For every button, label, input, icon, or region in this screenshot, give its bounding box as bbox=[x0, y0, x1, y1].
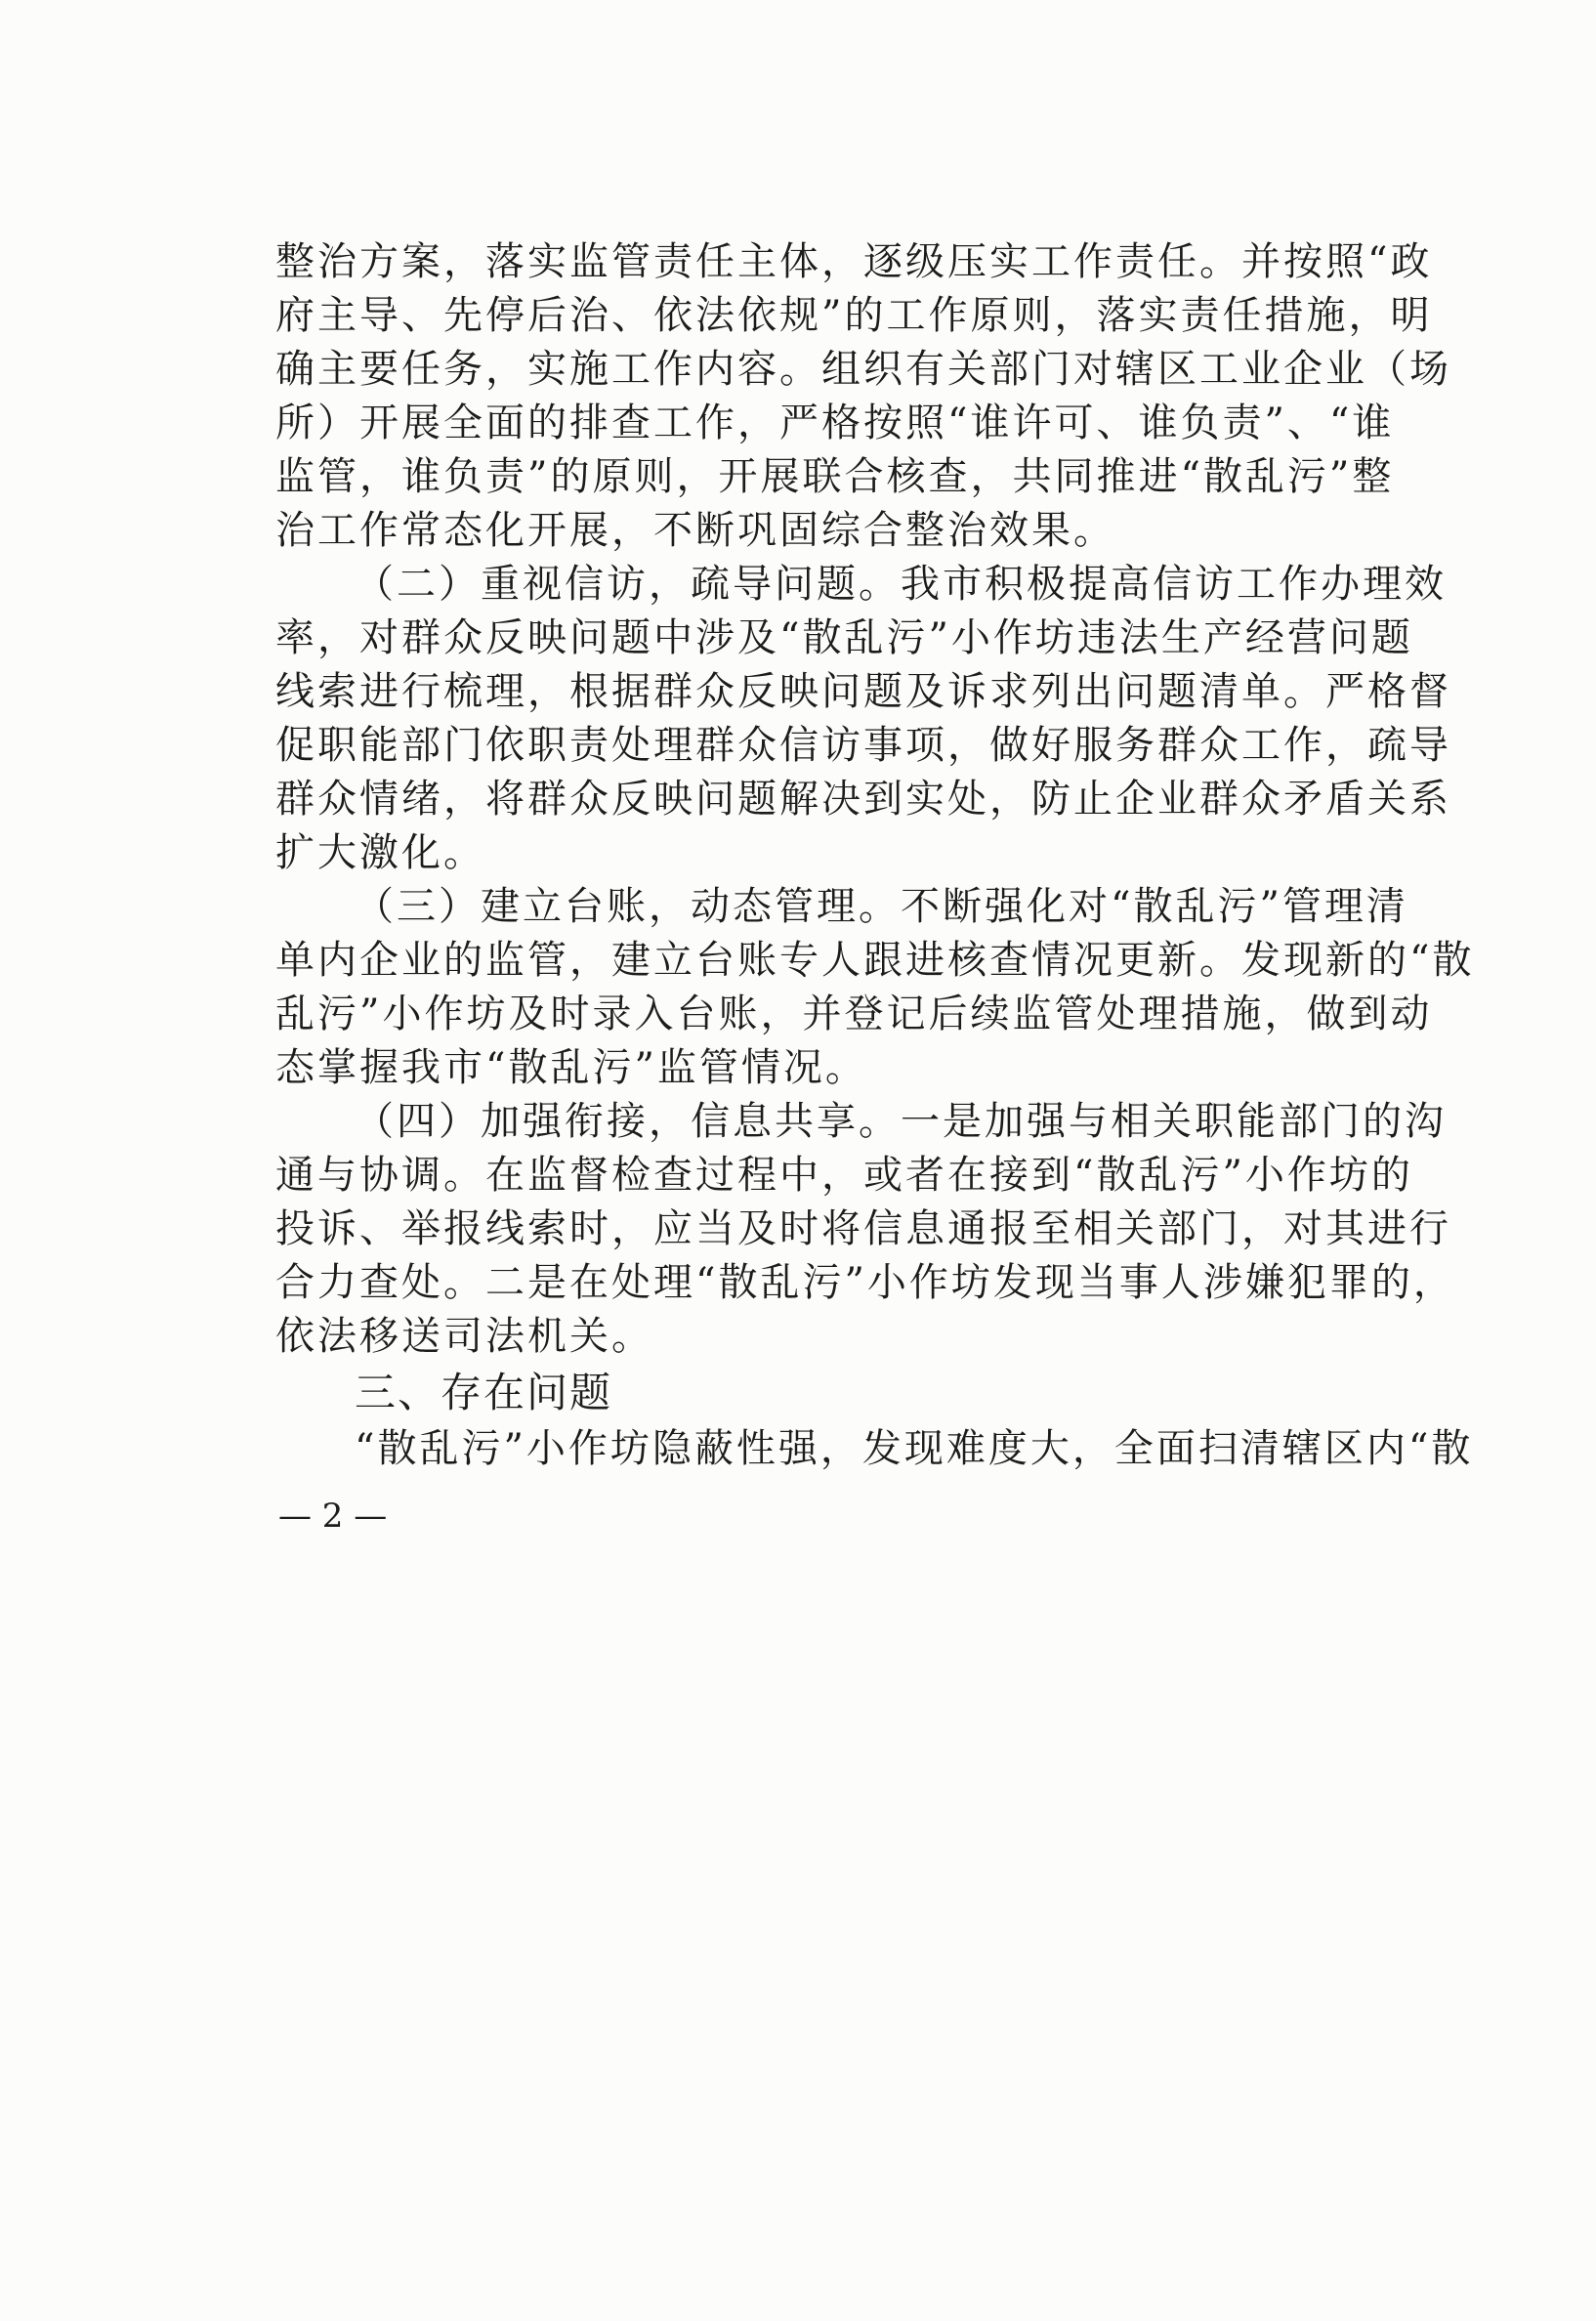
paragraph-5-line-1: “散乱污”小作坊隐蔽性强，发现难度大，全面扫清辖区内“散 bbox=[355, 1426, 1474, 1471]
paragraph-3-line-4: 态掌握我市“散乱污”监管情况。 bbox=[275, 1045, 867, 1090]
paragraph-3-line-3: 乱污”小作坊及时录入台账，并登记后续监管处理措施，做到动 bbox=[275, 992, 1433, 1036]
paragraph-4-line-4: 合力查处。二是在处理“散乱污”小作坊发现当事人涉嫌犯罪的， bbox=[275, 1260, 1455, 1305]
paragraph-3-line-1: （三）建立台账，动态管理。不断强化对“散乱污”管理清 bbox=[355, 884, 1408, 929]
paragraph-1-line-1: 整治方案，落实监管责任主体，逐级压实工作责任。并按照“政 bbox=[275, 239, 1433, 284]
paragraph-2-line-4: 促职能部门依职责处理群众信访事项，做好服务群众工作，疏导 bbox=[275, 723, 1451, 768]
paragraph-4-line-1: （四）加强衔接，信息共享。一是加强与相关职能部门的沟 bbox=[355, 1099, 1447, 1144]
paragraph-4-line-3: 投诉、举报线索时，应当及时将信息通报至相关部门，对其进行 bbox=[275, 1206, 1451, 1251]
paragraph-2-line-3: 线索进行梳理，根据群众反映问题及诉求列出问题清单。严格督 bbox=[275, 669, 1451, 714]
paragraph-1-line-2: 府主导、先停后治、依法依规”的工作原则，落实责任措施，明 bbox=[275, 293, 1433, 338]
paragraph-2-line-6: 扩大激化。 bbox=[275, 830, 485, 875]
paragraph-2-line-1: （二）重视信访，疏导问题。我市积极提高信访工作办理效 bbox=[355, 562, 1447, 607]
page-number: — 2 — bbox=[278, 1497, 388, 1536]
paragraph-3-line-2: 单内企业的监管，建立台账专人跟进核查情况更新。发现新的“散 bbox=[275, 938, 1475, 983]
paragraph-2-line-2: 率，对群众反映问题中涉及“散乱污”小作坊违法生产经营问题 bbox=[275, 615, 1413, 660]
paragraph-1-line-3: 确主要任务，实施工作内容。组织有关部门对辖区工业企业（场 bbox=[275, 347, 1451, 392]
paragraph-1-line-5: 监管，谁负责”的原则，开展联合核查，共同推进“散乱污”整 bbox=[275, 454, 1395, 499]
paragraph-2-line-5: 群众情绪，将群众反映问题解决到实处，防止企业群众矛盾关系 bbox=[275, 777, 1451, 822]
section-heading: 三、存在问题 bbox=[355, 1369, 613, 1416]
paragraph-4-line-2: 通与协调。在监督检查过程中，或者在接到“散乱污”小作坊的 bbox=[275, 1153, 1413, 1198]
paragraph-4-line-5: 依法移送司法机关。 bbox=[275, 1314, 653, 1359]
paragraph-1-line-6: 治工作常态化开展，不断巩固综合整治效果。 bbox=[275, 508, 1115, 553]
paragraph-1-line-4: 所）开展全面的排查工作，严格按照“谁许可、谁负责”、“谁 bbox=[275, 401, 1395, 445]
